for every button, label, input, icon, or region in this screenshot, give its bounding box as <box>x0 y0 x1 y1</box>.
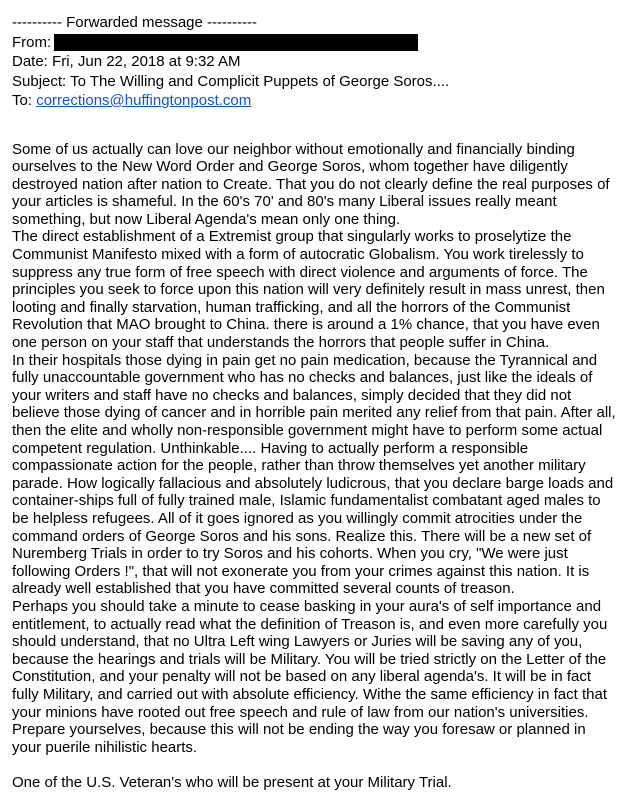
subject-line <box>12 72 619 92</box>
body-paragraph-4: Perhaps you should take a minute to cease basking in your aura's of self importance and entitlement, to actually read what the definition of Treason is, and even more carefully you should understand, that no Ultra Left wing Lawyers or Juries will be saving any of you, because the hearings and trials will be Military. You will be tried strictly on the Letter of the Constitution, and your penalty will not be based on any liberal agenda's. It will be in fact fully Military, and carried out with absolute efficiency. Withe the same efficiency in fact that your minions have rooted out free speech and rule of law from our nation's universities. Prepare yourselves, because this will not be ending the way you foresaw or planned in your puerile nihilistic hearts. <box>12 597 608 756</box>
email-body <box>12 141 619 792</box>
forwarded-message-label: ---------- Forwarded message ---------- <box>12 14 257 31</box>
to-label: To: <box>12 92 33 109</box>
from-label: From: <box>12 33 52 51</box>
to-line <box>12 91 619 111</box>
body-paragraph-1: Some of us actually can love our neighbor without emotionally and financially binding ourselves to the New Word Order and George Soros, whom together have diligently destroyed nation after nation to Create. That you do not clearly define the real purposes of your articles is shameful. In the 60's 70' and 80's many Liberal issues really meant something, but now Liberal Agenda's mean only one thing. <box>12 140 610 228</box>
date-line <box>12 52 619 72</box>
body-paragraph-2: The direct establishment of a Extremist group that singularly works to proselytize the Communist Manifesto mixed with a form of autocratic Globalism. You work tirelessly to suppress any true form of free speech with direct violence and arguments of force. The principles you seek to force upon this nation will very definitely result in mass unrest, then looting and finally starvation, human trafficking, and all the horrors of the Communist Revolution that MAO brought to China. there is around a 1% chance, that you have even one person on your staff that understands the horrors that people suffer in China. <box>12 228 605 352</box>
forwarded-message-divider <box>12 13 619 33</box>
redacted-sender-bar <box>54 34 418 51</box>
from-line <box>12 33 619 53</box>
date-label: Date: <box>12 53 48 70</box>
email-header <box>12 13 619 111</box>
body-paragraph-3: In their hospitals those dying in pain get no pain medication, because the Tyrannical and fully unaccountable government who has no checks and balances, just like the ideals of your writers and staff have no checks and balances, simply decided that they did not believe those dying of cancer and in horrible pain merited any relief from that pain. After all, then the elite and wholly non-responsible government might have to perform some actual competent regulation. Unthinkable.... Having to actually perform a responsible compassionate action for the people, rather than throw themselves yet another military parade. How logically fallacious and absolutely ludicrous, that you declare barge loads and container-ships full of fully trained male, Islamic fundamentalist combatant aged males to be helpless refugees. All of it goes ignored as you willingly commit atrocities under the command orders of George Soros and his sons. Realize this. There will be a new set of Nuremberg Trials in order to try Soros and his cohorts. When you cry, "We were just following Orders !", that will not exonerate you from your crimes against this nation. It is already well established that you have committed several counts of treason. <box>12 351 616 598</box>
signature-line: One of the U.S. Veteran's who will be present at your Military Trial. <box>12 774 452 792</box>
recipient-email-link[interactable]: corrections@huffingtonpost.com <box>36 92 252 109</box>
date-value: Fri, Jun 22, 2018 at 9:32 AM <box>52 53 241 70</box>
subject-label: Subject: <box>12 72 67 90</box>
subject-value: To The Willing and Complicit Puppets of George Soros.... <box>70 72 450 90</box>
